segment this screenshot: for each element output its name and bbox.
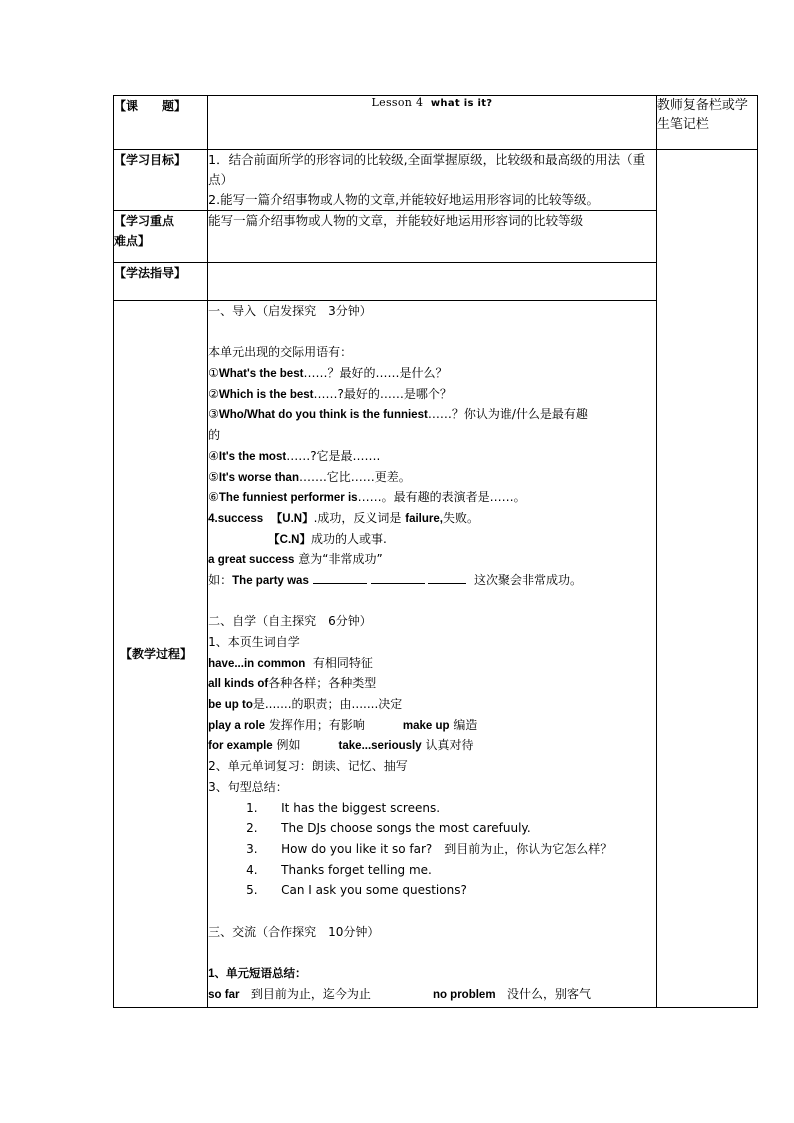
expression-4: ④It's the most……?它是最……. xyxy=(208,448,381,463)
method-text xyxy=(208,263,657,301)
goals-text xyxy=(208,150,657,211)
expression-1: ①What's the best……？最好的……是什么？ xyxy=(208,366,448,381)
focus-label xyxy=(114,211,208,263)
section-2-sub-2: 2、单元单词复习：朗读、记忆、抽写 xyxy=(208,759,408,774)
process-label: 【教学过程】 xyxy=(114,301,208,1008)
great-success-line: a great success 意为“非常成功” xyxy=(208,552,383,567)
blank-line xyxy=(208,901,656,922)
sentence-5: 5. Can I ask you some questions? xyxy=(246,883,467,898)
answer-blank-2[interactable] xyxy=(371,571,425,584)
lesson-title-bold: what is it? xyxy=(430,98,493,109)
section-2-sub-1: 1、本页生词自学 xyxy=(208,635,300,649)
expression-6: ⑥The funniest performer is……。最有趣的表演者是……。 xyxy=(208,490,526,505)
method-label: 【学法指导】 xyxy=(114,263,208,301)
lesson-plan-table xyxy=(113,95,758,1008)
vocab-1: have...in common 有相同特征 xyxy=(208,655,373,670)
example-line: 如：The party was 这次聚会非常成功。 xyxy=(208,572,582,587)
success-line: 4.success 【U.N】.成功，反义词是 failure,失败。 xyxy=(208,510,479,525)
answer-blank-1[interactable] xyxy=(313,571,367,584)
phrase-line-1: so far 到目前为止，迄今为止 no problem 没什么，别客气 xyxy=(208,986,592,1001)
goal-line-1: 1．结合前面所学的形容词的比较级,全面掌握原级，比较级和最高级的用法（重点） xyxy=(208,152,646,187)
goal-line-2: 2.能写一篇介绍事物或人物的文章,并能较好地运用形容词的比较等级。 xyxy=(208,192,600,207)
process-content xyxy=(208,301,657,1008)
lesson-title xyxy=(208,96,657,150)
answer-blank-3[interactable] xyxy=(428,571,466,584)
expression-3: ③Who/What do you think is the funniest……？你认为谁/什么是最有趣 xyxy=(208,407,588,422)
expression-5: ⑤It's worse than…….它比……更差。 xyxy=(208,469,411,484)
teacher-notes-area xyxy=(656,150,757,1008)
vocab-2: all kinds of各种各样；各种类型 xyxy=(208,676,377,691)
vocab-5: for example 例如 take...seriously 认真对待 xyxy=(208,738,474,753)
sentence-2: 2. The DJs choose songs the most carefuuly. xyxy=(246,821,531,836)
blank-line xyxy=(208,322,656,343)
sentence-3: 3. How do you like it so far? 到目前为止，你认为它怎么样？ xyxy=(246,841,613,856)
goals-label: 【学习目标】 xyxy=(114,150,208,211)
focus-label-line-2: 难点】 xyxy=(114,234,151,248)
section-1-title: 一、导入（启发探究 3分钟） xyxy=(208,304,372,318)
section-2-title: 二、自学（自主探究 6分钟） xyxy=(208,614,372,629)
expressions-intro: 本单元出现的交际用语有： xyxy=(208,345,353,360)
topic-label: 【课 题】 xyxy=(114,96,208,150)
countable-line: 【C.N】成功的人或事. xyxy=(268,531,387,546)
blank-line xyxy=(208,591,656,612)
focus-label-line-1: 【学习重点 xyxy=(114,214,175,228)
focus-text: 能写一篇介绍事物或人物的文章，并能较好地运用形容词的比较等级 xyxy=(208,211,657,263)
expression-3-cont: 的 xyxy=(208,428,221,443)
section-2-sub-3: 3、句型总结： xyxy=(208,779,288,794)
teacher-notes-header: 教师复备栏或学生笔记栏 xyxy=(656,96,757,150)
expression-2: ②Which is the best……?最好的……是哪个？ xyxy=(208,386,452,401)
section-3-title: 三、交流（合作探究 10分钟） xyxy=(208,924,380,939)
vocab-4: play a role 发挥作用；有影响 make up 编造 xyxy=(208,717,478,732)
sentence-4: 4. Thanks forget telling me. xyxy=(246,862,432,877)
blank-line xyxy=(208,942,656,963)
vocab-3: be up to是.......的职责；由.......决定 xyxy=(208,697,403,712)
sentence-1: 1. It has the biggest screens. xyxy=(246,800,441,815)
lesson-title-serif: Lesson 4 xyxy=(371,96,424,109)
section-3-sub-1: 1、单元短语总结： xyxy=(208,968,307,980)
